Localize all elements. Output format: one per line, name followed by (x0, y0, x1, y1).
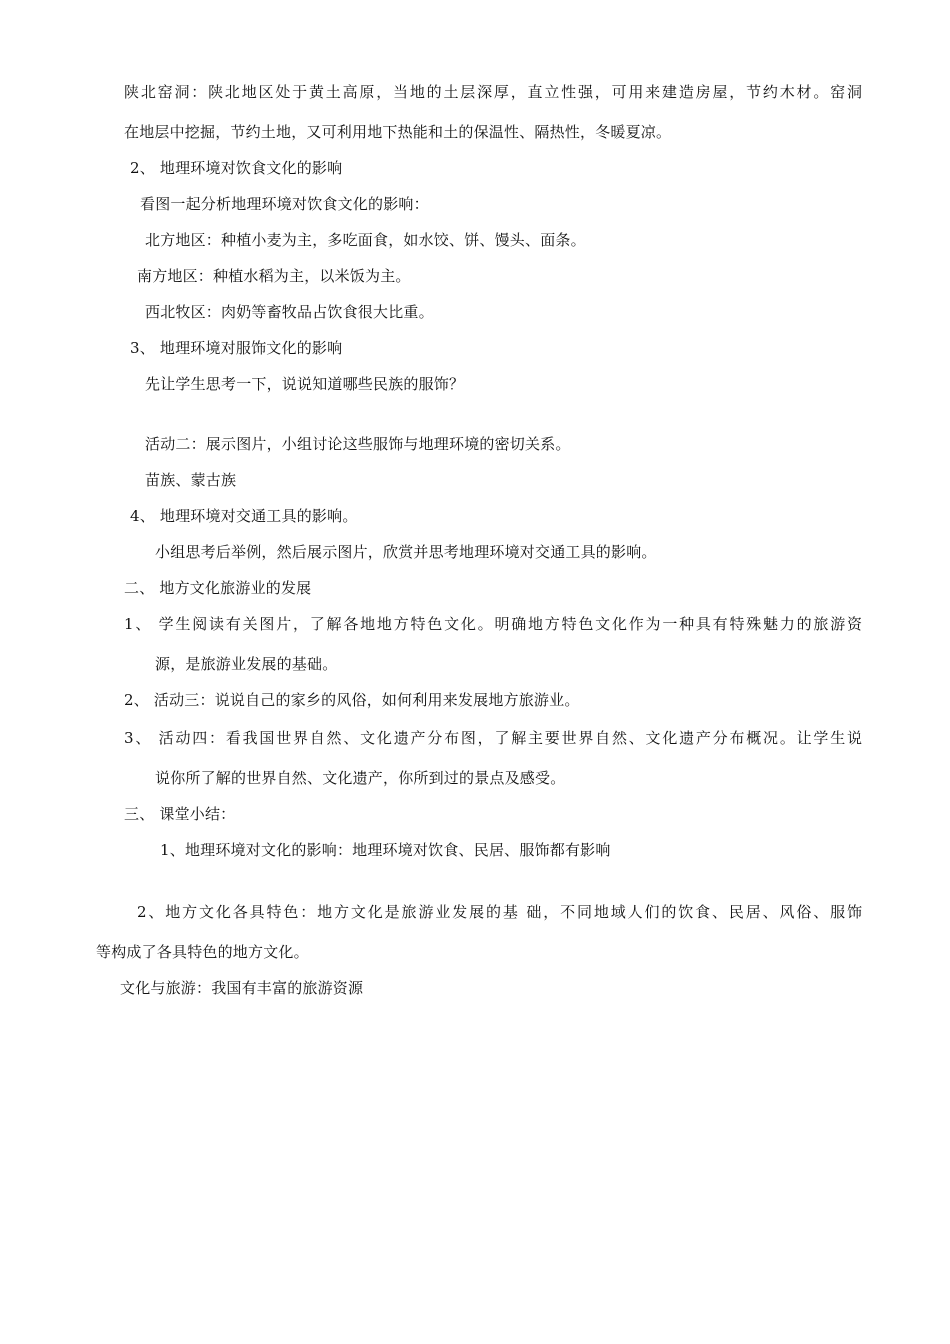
paragraph-line: 3、 活动四：看我国世界自然、文化遗产分布图，了解主要世界自然、文化遗产分布概况。让学生说 (124, 729, 862, 747)
paragraph-line: 在地层中挖掘，节约土地，又可利用地下热能和土的保温性、隔热性，冬暖夏凉。 (124, 123, 672, 141)
paragraph-line: 源，是旅游业发展的基础。 (155, 655, 338, 673)
section-heading: 2、 地理环境对饮食文化的影响 (130, 159, 343, 177)
paragraph-line: 2、地方文化各具特色：地方文化是旅游业发展的基 础，不同地域人们的饮食、民居、风俗、服饰 (137, 903, 862, 921)
section-heading: 3、 地理环境对服饰文化的影响 (130, 339, 343, 357)
paragraph-line: 北方地区：种植小麦为主，多吃面食，如水饺、饼、馒头、面条。 (145, 231, 586, 249)
paragraph-line: 西北牧区：肉奶等畜牧品占饮食很大比重。 (145, 303, 434, 321)
paragraph-line: 1、 学生阅读有关图片，了解各地地方特色文化。明确地方特色文化作为一种具有特殊魅力的旅游资 (124, 615, 862, 633)
paragraph-line: 说你所了解的世界自然、文化遗产，你所到过的景点及感受。 (155, 769, 566, 787)
paragraph-line: 文化与旅游：我国有丰富的旅游资源 (120, 979, 364, 997)
paragraph-line: 小组思考后举例，然后展示图片，欣赏并思考地理环境对交通工具的影响。 (155, 543, 657, 561)
paragraph-line: 苗族、蒙古族 (145, 471, 237, 489)
paragraph-line: 先让学生思考一下，说说知道哪些民族的服饰？ (145, 375, 465, 393)
paragraph-line: 活动二：展示图片，小组讨论这些服饰与地理环境的密切关系。 (145, 435, 571, 453)
section-heading: 三、 课堂小结： (124, 805, 236, 823)
paragraph-line: 陕北窑洞：陕北地区处于黄土高原，当地的土层深厚，直立性强，可用来建造房屋，节约木材。窑洞 (124, 83, 862, 101)
section-heading: 二、 地方文化旅游业的发展 (124, 579, 312, 597)
paragraph-line: 看图一起分析地理环境对饮食文化的影响： (140, 195, 429, 213)
paragraph-line: 等构成了各具特色的地方文化。 (96, 943, 309, 961)
paragraph-line: 南方地区：种植水稻为主，以米饭为主。 (137, 267, 411, 285)
paragraph-line: 1、地理环境对文化的影响：地理环境对饮食、民居、服饰都有影响 (160, 841, 611, 859)
paragraph-line: 2、 活动三：说说自己的家乡的风俗，如何利用来发展地方旅游业。 (124, 691, 580, 709)
section-heading: 4、 地理环境对交通工具的影响。 (130, 507, 358, 525)
